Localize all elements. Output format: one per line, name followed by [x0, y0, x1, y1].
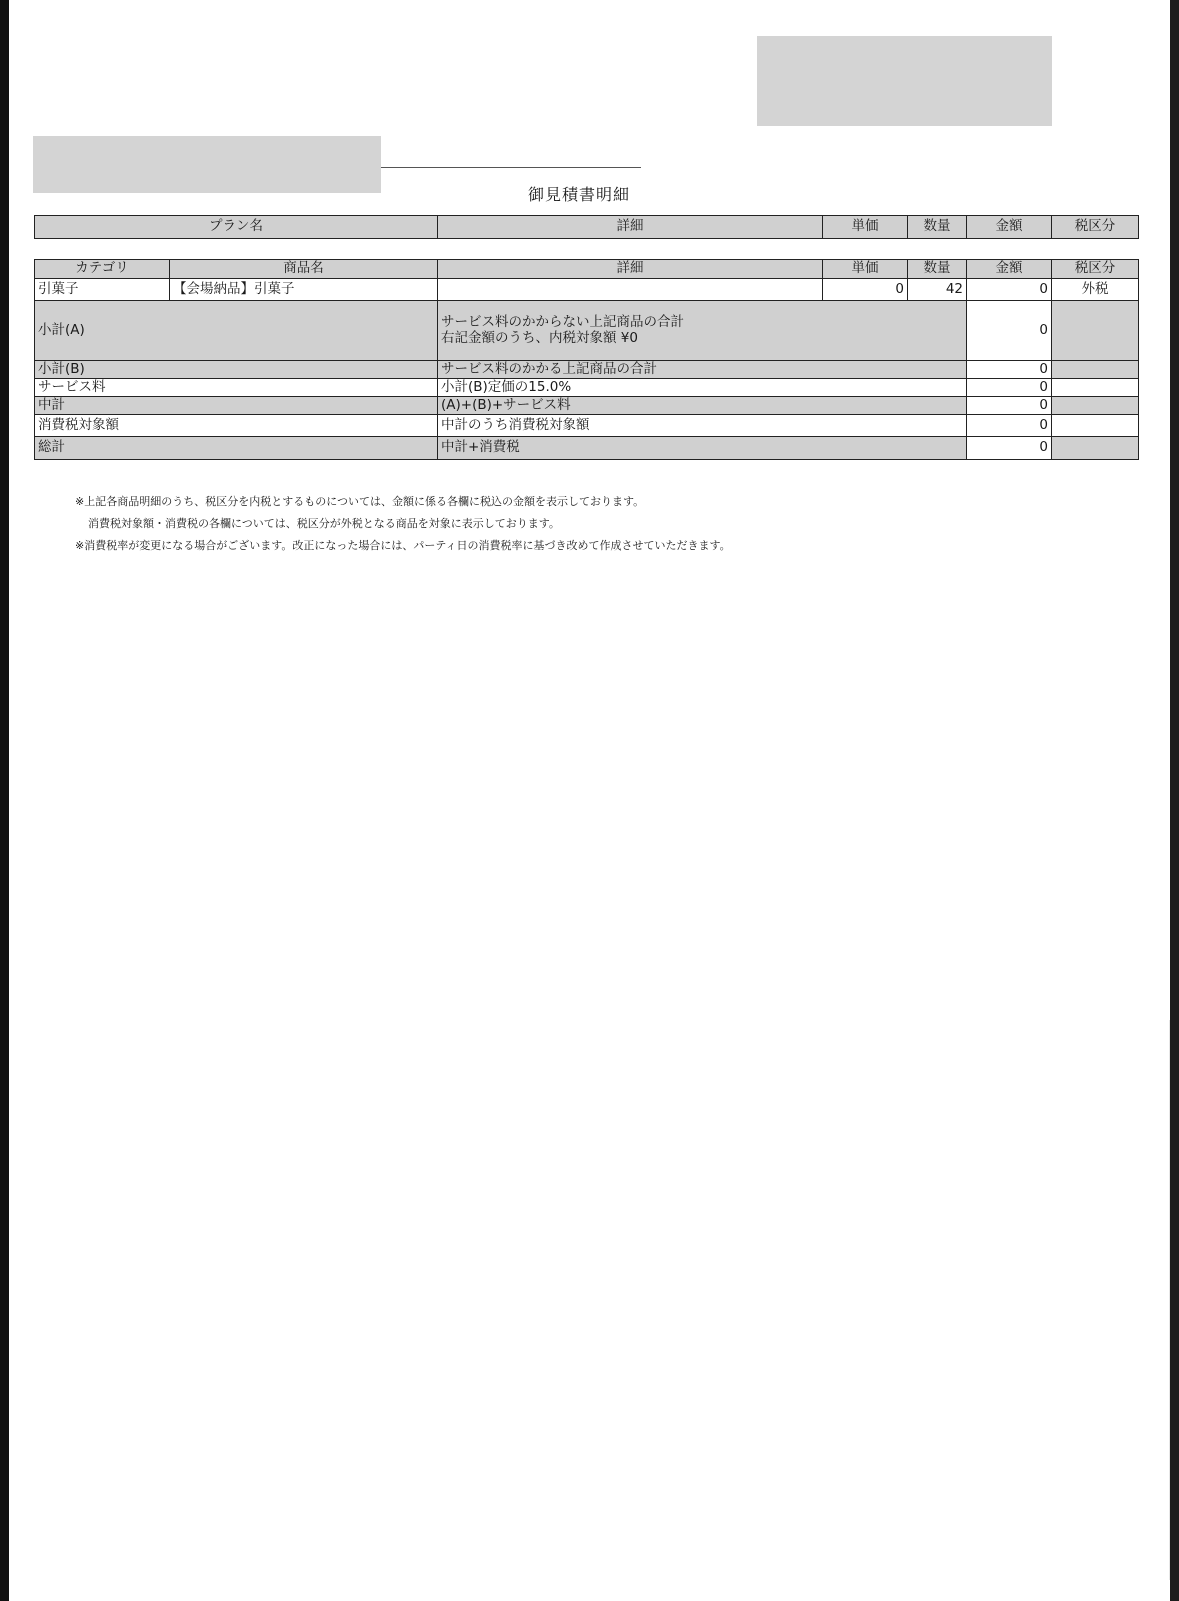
subtotal-a-amount: 0 — [967, 301, 1052, 361]
item-category: 引菓子 — [35, 279, 170, 301]
subtotal-a-detail-line1: サービス料のかからない上記商品の合計 — [441, 313, 684, 330]
grand-total-amount: 0 — [967, 437, 1052, 460]
detail-header-unit-price: 単価 — [823, 260, 908, 279]
plan-header-tax-type: 税区分 — [1052, 216, 1139, 239]
plan-header-detail: 詳細 — [438, 216, 823, 239]
summary-row-subtotal-b — [35, 361, 1139, 379]
table-row — [35, 279, 1139, 301]
footnote-tax-exclusive: 消費税対象額・消費税の各欄については、税区分が外税となる商品を対象に表示しております。 — [88, 517, 560, 530]
grand-total-label: 総計 — [35, 437, 438, 460]
item-unit-price: 0 — [823, 279, 908, 301]
taxable-amount-tax-type — [1052, 415, 1139, 437]
subtotal-b-tax-type — [1052, 361, 1139, 379]
subtotal-a-tax-type — [1052, 301, 1139, 361]
grand-total-detail: 中計+消費税 — [438, 437, 967, 460]
item-detail — [438, 279, 823, 301]
plan-header-amount: 金額 — [967, 216, 1052, 239]
midtotal-detail: (A)+(B)+サービス料 — [438, 397, 967, 415]
document-title: 御見積書明細 — [527, 185, 630, 204]
detail-header-product-name: 商品名 — [170, 260, 438, 279]
subtotal-a-detail — [438, 301, 967, 361]
recipient-underline — [381, 167, 641, 168]
redacted-block-header — [757, 36, 1052, 126]
service-charge-detail: 小計(B)定価の15.0% — [438, 379, 967, 397]
service-charge-amount: 0 — [967, 379, 1052, 397]
service-charge-tax-type — [1052, 379, 1139, 397]
item-amount: 0 — [967, 279, 1052, 301]
summary-row-grand-total — [35, 437, 1139, 460]
grand-total-tax-type — [1052, 437, 1139, 460]
document-page — [9, 0, 1170, 1601]
plan-table-header-row — [35, 216, 1139, 239]
subtotal-b-amount: 0 — [967, 361, 1052, 379]
detail-header-quantity: 数量 — [908, 260, 967, 279]
plan-header-quantity: 数量 — [908, 216, 967, 239]
service-charge-label: サービス料 — [35, 379, 438, 397]
redacted-block-recipient — [33, 136, 381, 193]
subtotal-b-label: 小計(B) — [35, 361, 438, 379]
taxable-amount-label: 消費税対象額 — [35, 415, 438, 437]
viewer-left-edge — [0, 0, 9, 1601]
subtotal-a-detail-line2: 右記金額のうち、内税対象額 ¥0 — [441, 329, 638, 346]
detail-table — [34, 259, 1139, 460]
item-product-name: 【会場納品】引菓子 — [170, 279, 438, 301]
footnotes — [75, 491, 975, 557]
viewer-right-edge — [1170, 0, 1179, 1601]
detail-header-detail: 詳細 — [438, 260, 823, 279]
summary-row-taxable-amount — [35, 415, 1139, 437]
taxable-amount-amount: 0 — [967, 415, 1052, 437]
midtotal-amount: 0 — [967, 397, 1052, 415]
midtotal-tax-type — [1052, 397, 1139, 415]
summary-row-midtotal — [35, 397, 1139, 415]
footnote-tax-inclusive: ※上記各商品明細のうち、税区分を内税とするものについては、金額に係る各欄に税込の金額を表示しております。 — [75, 495, 645, 508]
detail-header-category: カテゴリ — [35, 260, 170, 279]
plan-table — [34, 215, 1139, 239]
taxable-amount-detail: 中計のうち消費税対象額 — [438, 415, 967, 437]
detail-header-amount: 金額 — [967, 260, 1052, 279]
subtotal-b-detail: サービス料のかかる上記商品の合計 — [438, 361, 967, 379]
detail-table-header-row — [35, 260, 1139, 279]
summary-row-service-charge — [35, 379, 1139, 397]
midtotal-label: 中計 — [35, 397, 438, 415]
plan-header-unit-price: 単価 — [823, 216, 908, 239]
plan-header-plan-name: プラン名 — [35, 216, 438, 239]
footnote-tax-rate-change: ※消費税率が変更になる場合がございます。改正になった場合には、パーティ日の消費税率に基づき改めて作成させていただきます。 — [75, 539, 731, 552]
summary-row-subtotal-a — [35, 301, 1139, 361]
detail-header-tax-type: 税区分 — [1052, 260, 1139, 279]
item-tax-type: 外税 — [1052, 279, 1139, 301]
subtotal-a-label: 小計(A) — [35, 301, 438, 361]
item-quantity: 42 — [908, 279, 967, 301]
